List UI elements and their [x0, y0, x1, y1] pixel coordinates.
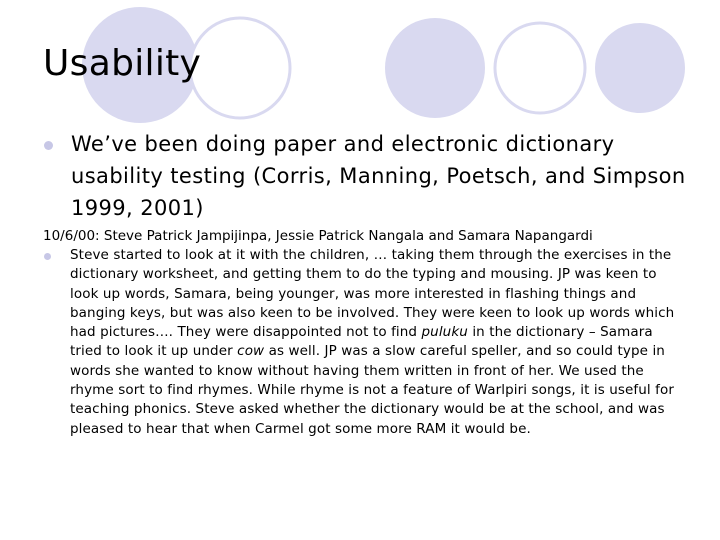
bullet-icon	[44, 141, 53, 150]
slide-title: Usability	[43, 43, 202, 84]
circle-outline-2	[495, 23, 585, 113]
paragraph-text: Steve started to look at it with the children, … taking them through the exercises in the dictionary worksheet, and getting them to do the typing and mousing. JP was keen to look up words, Samara, being younger, was more interested in flashing things and banging keys, but was also keen to be involved. They were keen to look up words which had pictures…. They were disappointed not to find	[70, 247, 675, 341]
italic-word-puluku: puluku	[421, 324, 468, 341]
circle-filled-2	[385, 18, 485, 118]
circle-outline-1	[190, 18, 290, 118]
bullet-point-text: We’ve been doing paper and electronic dictionary usability testing (Corris, Manning, Poetsch, and Simpson 1999, 2001)	[71, 132, 686, 220]
italic-word-cow: cow	[237, 343, 265, 360]
paragraph-text: in the dictionary – Samara tried to look it up under	[70, 324, 653, 360]
notes-paragraph	[70, 246, 680, 439]
date-line: 10/6/00: Steve Patrick Jampijinpa, Jessie Patrick Nangala and Samara Napangardi	[43, 228, 593, 244]
paragraph-text: as well. JP was a slow careful speller, and so could type in words she wanted to know without having them written in front of her. We used the rhyme sort to find rhymes. While rhyme is not a feature of Warlpiri songs, it is useful for teaching phonics. Steve asked whether the dictionary would be at the school, and was pleased to hear that when Carmel got some more RAM it would be.	[70, 343, 675, 437]
bullet-icon	[44, 253, 51, 260]
circle-filled-3	[595, 23, 685, 113]
